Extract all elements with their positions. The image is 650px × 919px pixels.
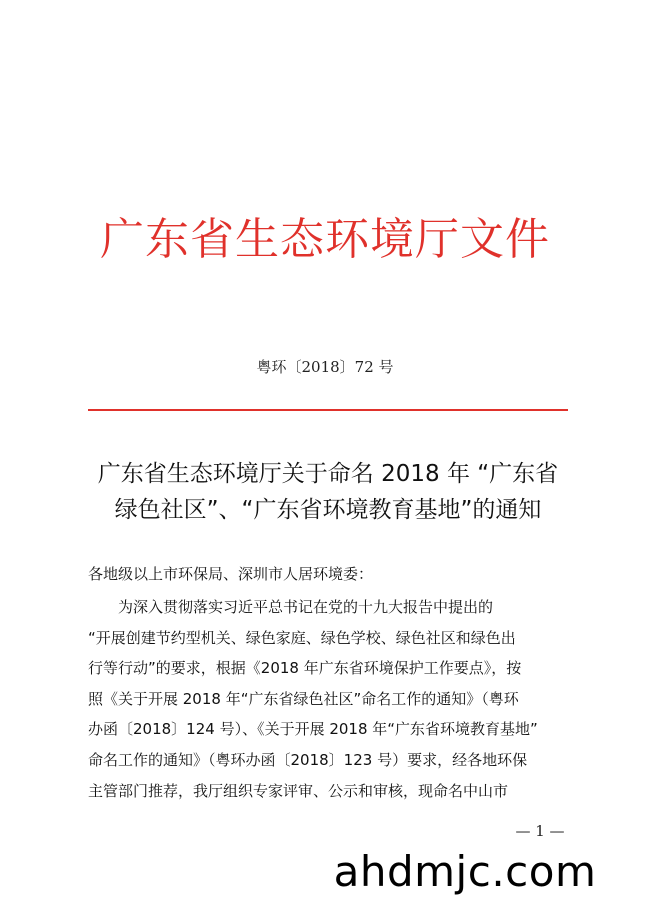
red-divider-line xyxy=(88,409,568,411)
document-title-line-1: 广东省生态环境厅关于命名 2018 年 “广东省 xyxy=(97,461,559,487)
document-title-line-2: 绿色社区”、“广东省环境教育基地”的通知 xyxy=(114,497,542,523)
body-paragraph xyxy=(88,592,578,806)
body-line: 主管部门推荐，我厅组织专家评审、公示和审核，现命名中山市 xyxy=(88,781,509,800)
issuing-authority-header: 广东省生态环境厅文件 xyxy=(100,214,550,265)
page-number: — 1 — xyxy=(515,822,565,840)
body-line: 为深入贯彻落实习近平总书记在党的十九大报告中提出的 xyxy=(118,598,494,616)
body-line: “开展创建节约型机关、绿色家庭、绿色学校、绿色社区和绿色出 xyxy=(88,628,516,647)
document-title xyxy=(80,456,576,528)
document-number: 粤环〔2018〕72 号 xyxy=(256,358,394,376)
body-line: 照《关于开展 2018 年“广东省绿色社区”命名工作的通知》（粤环 xyxy=(88,689,519,708)
body-line: 命名工作的通知》（粤环办函〔2018〕123 号）要求，经各地环保 xyxy=(88,750,528,769)
body-line: 办函〔2018〕124 号）、《关于开展 2018 年“广东省环境教育基地” xyxy=(88,720,538,739)
body-line: 行等行动”的要求，根据《2018 年广东省环境保护工作要点》，按 xyxy=(88,659,522,678)
site-watermark: ahdmjc.com xyxy=(333,847,597,896)
salutation: 各地级以上市环保局、深圳市人居环境委： xyxy=(88,565,374,583)
